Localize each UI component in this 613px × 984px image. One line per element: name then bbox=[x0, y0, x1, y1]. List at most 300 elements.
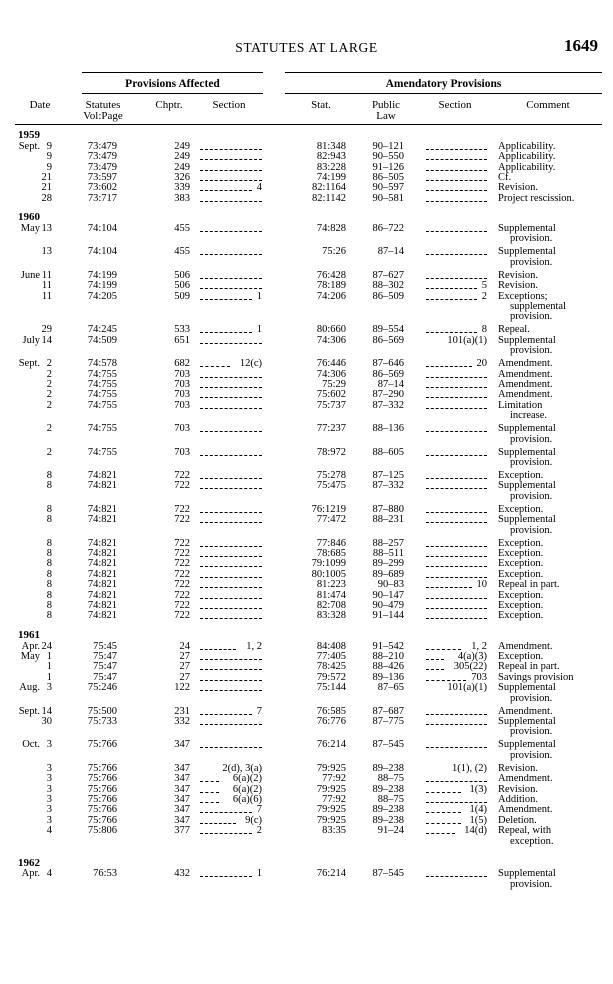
date-day: 9 bbox=[46, 140, 52, 152]
section-amendatory-leader bbox=[426, 180, 487, 181]
statutes-vol-page: 74:199 bbox=[87, 269, 117, 281]
comment: provision. bbox=[510, 878, 553, 890]
stat-citation: 82:1164 bbox=[311, 182, 346, 194]
comment: Supplemental bbox=[498, 514, 556, 526]
statutes-vol-page: 73:602 bbox=[87, 182, 117, 194]
statutes-vol-page: 73:479 bbox=[87, 140, 117, 152]
comment: Exception. bbox=[498, 600, 544, 611]
chapter: 339 bbox=[174, 182, 190, 194]
section-affected-leader bbox=[200, 512, 262, 513]
date-day: 8 bbox=[46, 480, 52, 492]
public-law: 91–126 bbox=[372, 161, 404, 173]
page-number: 1649 bbox=[564, 36, 598, 55]
date-day: 8 bbox=[46, 568, 52, 580]
public-law: 90–147 bbox=[372, 589, 404, 601]
section-affected: 1 bbox=[256, 324, 262, 336]
public-law: 88–75 bbox=[377, 773, 404, 785]
section-affected-leader bbox=[200, 288, 262, 289]
section-amendatory-leader bbox=[426, 618, 487, 619]
chapter: 703 bbox=[174, 368, 190, 380]
stat-citation: 76:446 bbox=[316, 358, 346, 370]
statutes-vol-page: 76:53 bbox=[93, 868, 117, 880]
date-month: Apr. bbox=[21, 640, 40, 652]
comment: Amendment. bbox=[498, 389, 553, 401]
comment: Exception. bbox=[498, 558, 544, 570]
statutes-vol-page: 73:597 bbox=[87, 172, 117, 183]
stat-citation: 76:1219 bbox=[311, 503, 346, 515]
section-affected-leader bbox=[200, 680, 262, 681]
comment: Amendment. bbox=[498, 379, 553, 390]
public-law: 88–75 bbox=[377, 794, 404, 805]
public-law: 86–509 bbox=[372, 290, 404, 302]
date-day: 2 bbox=[46, 399, 52, 411]
section-affected-leader bbox=[200, 587, 262, 588]
stat-citation: 75:602 bbox=[316, 389, 346, 401]
stat-citation: 79:925 bbox=[316, 762, 346, 774]
date-day: 3 bbox=[46, 773, 52, 785]
statutes-vol-page: 73:717 bbox=[87, 192, 117, 204]
public-law: 90–597 bbox=[372, 182, 404, 194]
comment: provision. bbox=[510, 692, 553, 704]
section-amendatory: 10 bbox=[476, 579, 487, 591]
stat-citation: 77:846 bbox=[316, 537, 346, 549]
statutes-vol-page: 74:821 bbox=[87, 470, 117, 481]
public-law: 88–231 bbox=[372, 514, 404, 526]
statutes-vol-page: 75:47 bbox=[93, 651, 117, 662]
section-amendatory-leader bbox=[426, 680, 466, 681]
chapter: 455 bbox=[174, 223, 190, 234]
section-affected-leader bbox=[200, 649, 236, 650]
section-affected-leader bbox=[200, 714, 252, 715]
section-affected: 7 bbox=[256, 705, 262, 717]
statutes-vol-page: 73:479 bbox=[87, 161, 117, 173]
comment: Supplemental bbox=[498, 223, 556, 234]
comment: Revision. bbox=[498, 182, 538, 194]
section-affected-leader bbox=[200, 823, 236, 824]
chapter: 509 bbox=[174, 290, 190, 302]
section-affected-leader bbox=[200, 792, 219, 793]
section-affected: 2(d), 3(a) bbox=[222, 762, 262, 774]
col-header-statutes: Statutes bbox=[85, 99, 121, 111]
chapter: 722 bbox=[174, 579, 190, 591]
comment: provision. bbox=[510, 726, 553, 738]
stat-citation: 76:776 bbox=[316, 716, 346, 727]
stat-citation: 76:214 bbox=[316, 868, 346, 880]
comment: Exception. bbox=[498, 470, 544, 481]
comment: Supplemental bbox=[498, 480, 556, 492]
section-affected-leader bbox=[200, 812, 252, 813]
comment: Amendment. bbox=[498, 804, 553, 816]
public-law: 90–479 bbox=[372, 600, 404, 611]
comment: Revision. bbox=[498, 280, 538, 292]
section-amendatory-leader bbox=[426, 823, 461, 824]
section-amendatory: 305(22) bbox=[453, 661, 487, 673]
stat-citation: 83:35 bbox=[322, 825, 346, 837]
section-affected-leader bbox=[200, 546, 262, 547]
comment: Savings provision bbox=[498, 671, 574, 683]
chapter: 722 bbox=[174, 503, 190, 515]
section-affected-leader bbox=[200, 366, 230, 367]
section-affected-leader bbox=[200, 659, 262, 660]
stat-citation: 80:660 bbox=[316, 324, 346, 336]
date-day: 14 bbox=[41, 334, 52, 346]
comment: Exception. bbox=[498, 651, 544, 662]
chapter: 722 bbox=[174, 537, 190, 549]
public-law: 88–210 bbox=[372, 651, 404, 662]
comment: Revision. bbox=[498, 269, 538, 281]
statutes-vol-page: 75:47 bbox=[93, 661, 117, 673]
chapter: 722 bbox=[174, 610, 190, 622]
date-day: 13 bbox=[41, 223, 52, 234]
section-affected-leader bbox=[200, 159, 262, 160]
chapter: 722 bbox=[174, 558, 190, 570]
date-day: 2 bbox=[46, 368, 52, 380]
comment: Cf. bbox=[498, 172, 512, 183]
stat-citation: 82:708 bbox=[316, 600, 346, 611]
date-day: 8 bbox=[46, 548, 52, 559]
public-law: 88–136 bbox=[372, 423, 404, 435]
section-amendatory-leader bbox=[426, 577, 487, 578]
year-heading: 1961 bbox=[18, 628, 40, 641]
section-affected-leader bbox=[200, 190, 252, 191]
section-amendatory-leader bbox=[426, 876, 487, 877]
section-affected: 1 bbox=[256, 290, 262, 302]
chapter: 347 bbox=[174, 739, 190, 751]
statutes-vol-page: 75:246 bbox=[87, 682, 117, 694]
section-amendatory: 1(4) bbox=[469, 804, 487, 816]
statutes-vol-page: 74:821 bbox=[87, 537, 117, 549]
comment: Amendment. bbox=[498, 368, 553, 380]
public-law: 90–581 bbox=[372, 192, 404, 204]
comment: Exception. bbox=[498, 568, 544, 580]
header-amendatory-provisions: Amendatory Provisions bbox=[385, 78, 502, 90]
date-day: 3 bbox=[46, 804, 52, 816]
comment: Amendment. bbox=[498, 773, 553, 785]
statutes-vol-page: 74:755 bbox=[87, 399, 117, 411]
chapter: 703 bbox=[174, 446, 190, 458]
comment: Addition. bbox=[498, 794, 538, 805]
date-day: 8 bbox=[46, 600, 52, 611]
stat-citation: 75:144 bbox=[316, 682, 346, 694]
date-month: June bbox=[20, 269, 40, 281]
section-amendatory: 101(a)(1) bbox=[447, 682, 487, 694]
section-amendatory-leader bbox=[426, 724, 487, 725]
public-law: 87–65 bbox=[377, 682, 404, 694]
date-day: 14 bbox=[41, 705, 52, 717]
stat-citation: 81:223 bbox=[316, 579, 346, 591]
statutes-vol-page: 74:755 bbox=[87, 423, 117, 435]
section-affected-leader bbox=[200, 387, 262, 388]
statutes-vol-page: 75:500 bbox=[87, 705, 117, 717]
comment: provision. bbox=[510, 433, 553, 445]
chapter: 703 bbox=[174, 423, 190, 435]
section-amendatory-leader bbox=[426, 397, 487, 398]
section-amendatory-leader bbox=[426, 566, 487, 567]
comment: Repeal in part. bbox=[498, 579, 560, 591]
section-amendatory-leader bbox=[426, 366, 472, 367]
section-amendatory-leader bbox=[426, 512, 487, 513]
section-affected-leader bbox=[200, 608, 262, 609]
section-affected-leader bbox=[200, 478, 262, 479]
stat-citation: 78:685 bbox=[316, 548, 346, 559]
public-law: 90–550 bbox=[372, 151, 404, 163]
comment: Repeal in part. bbox=[498, 661, 560, 673]
section-amendatory: 5 bbox=[481, 280, 487, 292]
section-affected-leader bbox=[200, 669, 262, 670]
section-amendatory-leader bbox=[426, 488, 487, 489]
statutes-vol-page: 74:821 bbox=[87, 600, 117, 611]
date-month: Apr. bbox=[21, 868, 40, 880]
stat-citation: 84:408 bbox=[316, 640, 346, 652]
date-day: 1 bbox=[46, 661, 52, 673]
section-amendatory: 1(5) bbox=[469, 814, 487, 826]
section-amendatory-leader bbox=[426, 170, 487, 171]
date-month: May bbox=[20, 223, 40, 234]
col-header-section: Section bbox=[212, 99, 246, 111]
section-amendatory-leader bbox=[426, 812, 461, 813]
comment: Repeal. bbox=[498, 324, 530, 336]
chapter: 347 bbox=[174, 773, 190, 785]
section-amendatory-leader bbox=[426, 522, 487, 523]
statutes-vol-page: 74:821 bbox=[87, 589, 117, 601]
public-law: 87–125 bbox=[372, 470, 404, 481]
stat-citation: 76:428 bbox=[316, 269, 346, 281]
comment: provision. bbox=[510, 345, 553, 357]
chapter: 722 bbox=[174, 470, 190, 481]
comment: provision. bbox=[510, 311, 553, 323]
stat-citation: 79:925 bbox=[316, 804, 346, 816]
public-law: 89–238 bbox=[372, 814, 404, 826]
date-day: 2 bbox=[46, 389, 52, 401]
statutes-vol-page: 75:47 bbox=[93, 671, 117, 683]
chapter: 249 bbox=[174, 161, 190, 173]
section-amendatory-leader bbox=[426, 833, 455, 834]
stat-citation: 76:214 bbox=[316, 739, 346, 751]
stat-citation: 77:405 bbox=[316, 651, 346, 662]
public-law: 87–627 bbox=[372, 269, 404, 281]
section-affected: 1, 2 bbox=[246, 640, 262, 652]
section-affected-leader bbox=[200, 577, 262, 578]
date-month: July bbox=[22, 334, 40, 346]
public-law: 89–238 bbox=[372, 783, 404, 795]
stat-citation: 78:972 bbox=[316, 446, 346, 458]
section-amendatory-leader bbox=[426, 781, 487, 782]
section-affected: 6(a)(2) bbox=[232, 773, 262, 785]
public-law: 88–302 bbox=[372, 280, 404, 292]
statutes-vol-page: 75:766 bbox=[87, 739, 117, 751]
comment: Project rescission. bbox=[498, 192, 575, 204]
col-header-vol-page: Vol:Page bbox=[83, 110, 123, 122]
statutes-vol-page: 74:821 bbox=[87, 579, 117, 591]
stat-citation: 74:306 bbox=[316, 368, 346, 380]
chapter: 703 bbox=[174, 379, 190, 390]
stat-citation: 82:943 bbox=[316, 151, 346, 163]
statutes-vol-page: 75:766 bbox=[87, 783, 117, 795]
statutes-vol-page: 74:755 bbox=[87, 389, 117, 401]
section-amendatory-leader bbox=[426, 254, 487, 255]
date-day: 3 bbox=[46, 739, 52, 751]
public-law: 88–605 bbox=[372, 446, 404, 458]
public-law: 91–144 bbox=[372, 610, 404, 622]
statutes-vol-page: 74:821 bbox=[87, 558, 117, 570]
section-affected: 6(a)(6) bbox=[232, 794, 262, 805]
section-affected-leader bbox=[200, 876, 252, 877]
public-law: 88–426 bbox=[372, 661, 404, 673]
stat-citation: 83:328 bbox=[316, 610, 346, 622]
statutes-vol-page: 74:104 bbox=[87, 223, 117, 234]
comment: Exception. bbox=[498, 537, 544, 549]
statutes-vol-page: 74:199 bbox=[87, 280, 117, 292]
chapter: 533 bbox=[174, 324, 190, 336]
date-day: 11 bbox=[41, 290, 52, 302]
comment: Repeal, with bbox=[498, 825, 552, 837]
col-header-date: Date bbox=[29, 99, 51, 111]
date-month: Sept. bbox=[18, 140, 40, 152]
chapter: 432 bbox=[174, 868, 190, 880]
section-affected-leader bbox=[200, 254, 262, 255]
chapter: 722 bbox=[174, 548, 190, 559]
stat-citation: 74:206 bbox=[316, 290, 346, 302]
date-day: 9 bbox=[46, 151, 52, 163]
date-day: 2 bbox=[46, 358, 52, 370]
stat-citation: 75:26 bbox=[322, 246, 346, 258]
date-day: 8 bbox=[46, 610, 52, 622]
chapter: 682 bbox=[174, 358, 190, 370]
section-amendatory: 1(1), (2) bbox=[452, 762, 487, 774]
year-heading: 1960 bbox=[18, 211, 40, 224]
running-head bbox=[0, 36, 613, 58]
section-amendatory-leader bbox=[426, 669, 444, 670]
date-day: 3 bbox=[46, 783, 52, 795]
statutes-vol-page: 75:45 bbox=[93, 640, 117, 652]
section-amendatory: 20 bbox=[476, 358, 487, 370]
section-amendatory: 1(3) bbox=[469, 783, 487, 795]
public-law: 87–646 bbox=[372, 358, 404, 370]
statutes-vol-page: 74:821 bbox=[87, 548, 117, 559]
chapter: 347 bbox=[174, 814, 190, 826]
year-heading: 1959 bbox=[18, 129, 40, 141]
section-affected-leader bbox=[200, 149, 262, 150]
chapter: 249 bbox=[174, 151, 190, 163]
chapter: 27 bbox=[179, 671, 190, 683]
section-amendatory-leader bbox=[426, 659, 444, 660]
stat-citation: 82:1142 bbox=[311, 192, 346, 204]
public-law: 91–24 bbox=[377, 825, 404, 837]
col-header-stat: Stat. bbox=[311, 99, 331, 111]
stat-citation: 80:1005 bbox=[311, 568, 346, 580]
section-amendatory: 703 bbox=[471, 671, 487, 683]
header-provisions-affected: Provisions Affected bbox=[125, 78, 220, 90]
section-affected: 12(c) bbox=[239, 358, 262, 370]
date-day: 3 bbox=[46, 814, 52, 826]
date-day: 8 bbox=[46, 470, 52, 481]
public-law: 87–14 bbox=[377, 379, 404, 390]
section-amendatory-leader bbox=[426, 231, 487, 232]
date-day: 2 bbox=[46, 423, 52, 435]
date-month: Sept. bbox=[18, 705, 40, 717]
statutes-vol-page: 74:755 bbox=[87, 379, 117, 390]
chapter: 347 bbox=[174, 762, 190, 774]
statutes-vol-page: 74:509 bbox=[87, 334, 117, 346]
date-day: 8 bbox=[46, 503, 52, 515]
section-affected: 2 bbox=[256, 825, 262, 837]
section-affected-leader bbox=[200, 781, 219, 782]
stat-citation: 79:1099 bbox=[311, 558, 346, 570]
stat-citation: 74:828 bbox=[316, 223, 346, 234]
comment: provision. bbox=[510, 524, 553, 536]
public-law: 86–505 bbox=[372, 172, 404, 183]
date-day: 11 bbox=[41, 269, 52, 281]
statutes-vol-page: 75:733 bbox=[87, 716, 117, 727]
comment: Exception. bbox=[498, 548, 544, 559]
public-law: 87–775 bbox=[372, 716, 404, 727]
stat-citation: 74:306 bbox=[316, 334, 346, 346]
comment: Revision. bbox=[498, 762, 538, 774]
stat-citation: 77:92 bbox=[322, 773, 346, 785]
comment: exception. bbox=[510, 835, 554, 847]
section-amendatory-leader bbox=[426, 747, 487, 748]
chapter: 377 bbox=[174, 825, 190, 837]
comment: Supplemental bbox=[498, 682, 556, 694]
statutes-vol-page: 74:205 bbox=[87, 290, 117, 302]
section-amendatory-leader bbox=[426, 714, 487, 715]
date-day: 21 bbox=[41, 182, 52, 194]
section-affected-leader bbox=[200, 833, 252, 834]
chapter: 347 bbox=[174, 794, 190, 805]
section-amendatory-leader bbox=[426, 288, 477, 289]
section-amendatory-leader bbox=[426, 159, 487, 160]
section-amendatory-leader bbox=[426, 598, 487, 599]
chapter: 24 bbox=[179, 640, 190, 652]
date-day: 9 bbox=[46, 161, 52, 173]
section-affected-leader bbox=[200, 522, 262, 523]
section-amendatory: 101(a)(1) bbox=[447, 334, 487, 346]
comment: increase. bbox=[510, 410, 548, 422]
stat-citation: 77:472 bbox=[316, 514, 346, 526]
section-amendatory: 8 bbox=[481, 324, 487, 336]
public-law: 87–332 bbox=[372, 480, 404, 492]
chapter: 383 bbox=[174, 192, 190, 204]
stat-citation: 78:425 bbox=[316, 661, 346, 673]
statutes-vol-page: 75:766 bbox=[87, 773, 117, 785]
date-day: 3 bbox=[46, 762, 52, 774]
section-amendatory-leader bbox=[426, 478, 487, 479]
statutes-vol-page: 74:821 bbox=[87, 514, 117, 526]
chapter: 231 bbox=[174, 705, 190, 717]
date-day: 13 bbox=[41, 246, 52, 258]
comment: Exceptions; bbox=[498, 290, 548, 302]
public-law: 86–569 bbox=[372, 368, 404, 380]
statutes-vol-page: 75:766 bbox=[87, 794, 117, 805]
date-month: Aug. bbox=[19, 682, 40, 694]
chapter: 722 bbox=[174, 480, 190, 492]
public-law: 89–689 bbox=[372, 568, 404, 580]
date-day: 8 bbox=[46, 579, 52, 591]
comment: Applicability. bbox=[498, 161, 556, 173]
chapter: 722 bbox=[174, 600, 190, 611]
statutes-vol-page: 75:766 bbox=[87, 804, 117, 816]
section-amendatory-leader bbox=[426, 278, 487, 279]
comment: Supplemental bbox=[498, 446, 556, 458]
col-header-chptr: Chptr. bbox=[155, 99, 183, 111]
chapter: 703 bbox=[174, 399, 190, 411]
stat-citation: 75:737 bbox=[316, 399, 346, 411]
section-affected-leader bbox=[200, 488, 262, 489]
public-law: 87–880 bbox=[372, 503, 404, 515]
statutes-vol-page: 73:479 bbox=[87, 151, 117, 163]
comment: Exception. bbox=[498, 589, 544, 601]
section-amendatory: 2 bbox=[481, 290, 487, 302]
